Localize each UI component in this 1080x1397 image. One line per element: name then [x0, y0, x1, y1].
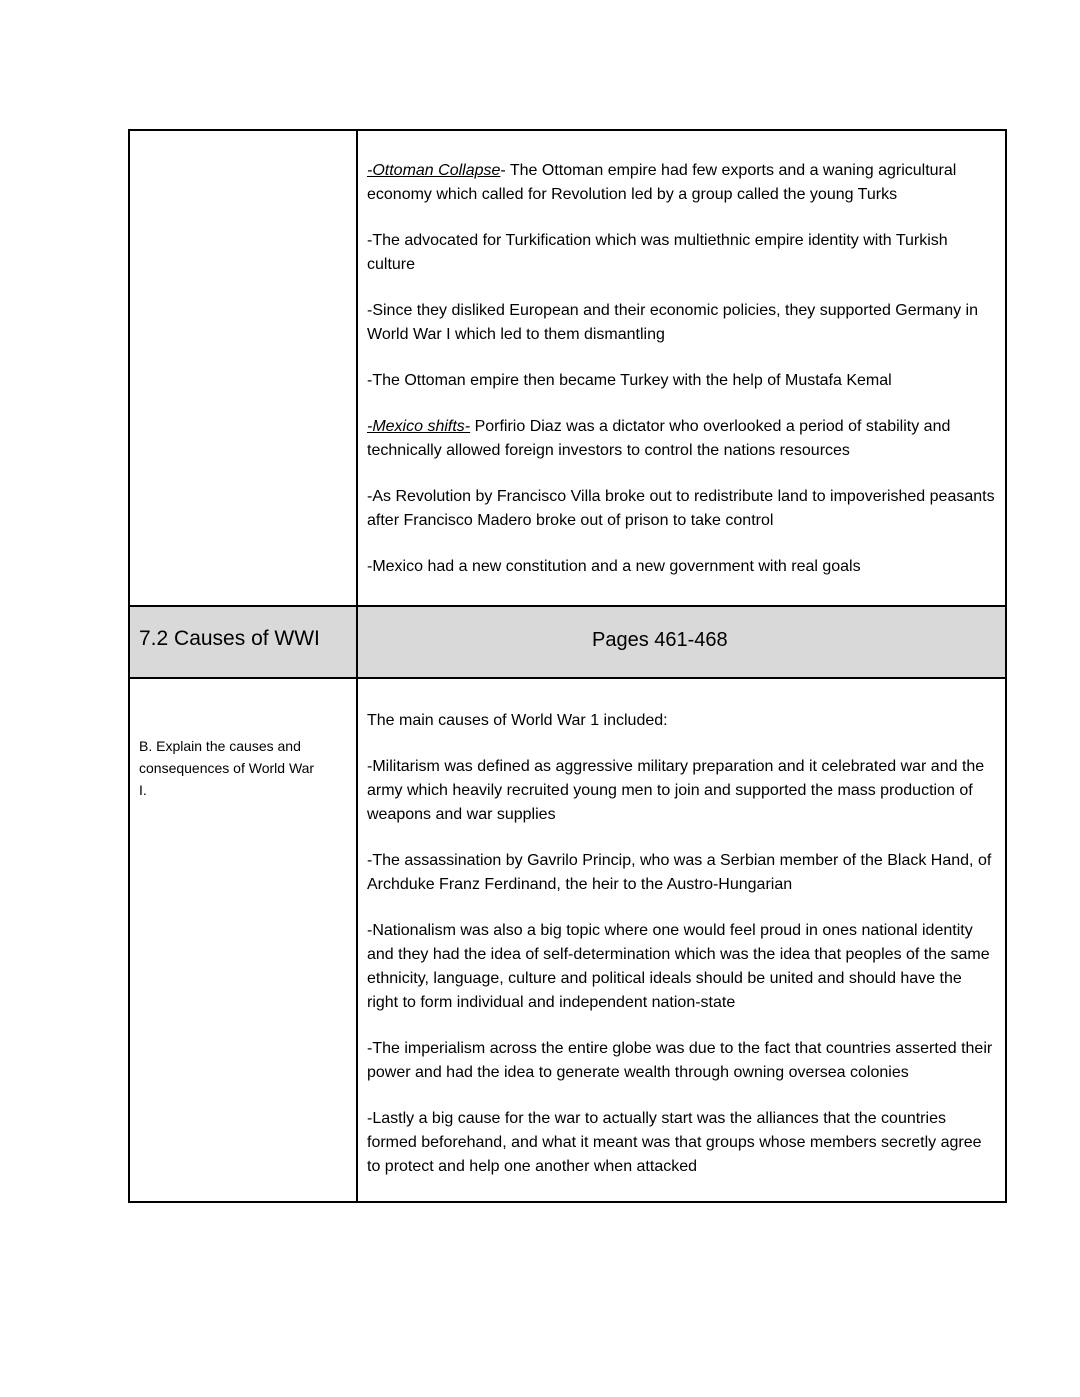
- term-ottoman-collapse: -Ottoman Collapse: [367, 162, 501, 179]
- table-row: [130, 131, 1005, 605]
- paragraph-text: -The imperialism across the entire globe was due to the fact that countries asserted their power and had the idea to generate wealth through owning oversea colonies: [367, 1040, 993, 1081]
- paragraph-text: -Militarism was defined as aggressive military preparation and it celebrated war and the army which heavily recruited young men to join and supported the mass production of weapons and war supplies: [367, 758, 985, 823]
- objective-text: B. Explain the causes and consequences of World War I.: [139, 738, 315, 798]
- paragraph: [367, 159, 995, 207]
- paragraph-text: -Mexico had a new constitution and a new government with real goals: [367, 558, 861, 575]
- objective-cell: [130, 679, 358, 1201]
- paragraph: [367, 709, 995, 733]
- paragraph-text: - The Ottoman empire had few exports and a waning agricultural economy which called for Revolution led by a group called the young Turks: [367, 162, 957, 203]
- paragraph: [367, 415, 995, 463]
- paragraph-text: The main causes of World War 1 included:: [367, 712, 668, 729]
- cell-notes-ottoman-mexico: [358, 131, 1005, 605]
- paragraph: [367, 919, 995, 1015]
- paragraph-text: -The Ottoman empire then became Turkey with the help of Mustafa Kemal: [367, 372, 892, 389]
- paragraph-text: -The advocated for Turkification which was multiethnic empire identity with Turkish culture: [367, 232, 948, 273]
- paragraph-text: Porfirio Diaz was a dictator who overlooked a period of stability and technically allowed foreign investors to control the nations resources: [367, 418, 951, 459]
- paragraph: [367, 755, 995, 827]
- paragraph: [367, 369, 995, 393]
- cell-notes-wwi-causes: [358, 679, 1005, 1201]
- paragraph: [367, 485, 995, 533]
- cell-empty-left: [130, 131, 358, 605]
- paragraph-text: -Lastly a big cause for the war to actually start was the alliances that the countries formed beforehand, and what it meant was that groups whose members secretly agree to protect and help one another when attacked: [367, 1110, 982, 1175]
- paragraph: [367, 229, 995, 277]
- paragraph: [367, 849, 995, 897]
- section-pages-cell: [358, 607, 1005, 677]
- paragraph-text: -The assassination by Gavrilo Princip, who was a Serbian member of the Black Hand, of Archduke Franz Ferdinand, the heir to the Austro-Hungarian: [367, 852, 992, 893]
- paragraph-text: -Nationalism was also a big topic where one would feel proud in ones national identity and they had the idea of self-determination which was the idea that peoples of the same ethnicity, language, culture and political ideals should be united and should have the right to form individual and independent nation-state: [367, 922, 990, 1011]
- paragraph-text: -Since they disliked European and their economic policies, they supported Germany in World War I which led to them dismantling: [367, 302, 978, 343]
- paragraph: [367, 1037, 995, 1085]
- paragraph: [367, 299, 995, 347]
- section-title: 7.2 Causes of WWI: [139, 627, 320, 650]
- paragraph: [367, 555, 995, 579]
- paragraph-text: -As Revolution by Francisco Villa broke out to redistribute land to impoverished peasants after Francisco Madero broke out of prison to take control: [367, 488, 995, 529]
- table-row: [130, 677, 1005, 1201]
- paragraph: [367, 1107, 995, 1179]
- notes-table: [128, 129, 1007, 1203]
- section-header-row: [130, 605, 1005, 677]
- term-mexico-shifts: -Mexico shifts-: [367, 418, 471, 435]
- section-title-cell: [130, 607, 358, 677]
- pages-label: Pages 461-468: [592, 629, 728, 651]
